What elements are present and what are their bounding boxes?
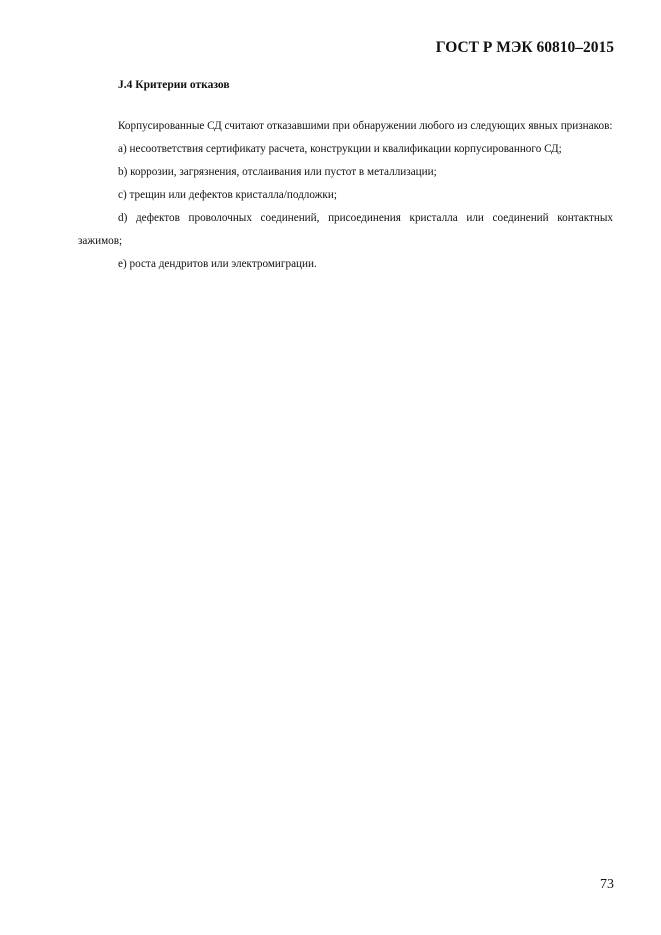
criterion-e: e) роста дендритов или электромиграции. [118,258,317,270]
criterion-c: c) трещин или дефектов кристалла/подложки; [118,189,337,201]
criterion-a: a) несоответствия сертификату расчета, конструкции и квалификации корпусированного СД; [118,143,562,155]
document-code: ГОСТ Р МЭК 60810–2015 [435,39,614,56]
criterion-d: d) дефектов проволочных соединений, присоединения кристалла или соединений контактных зажимов; [78,212,613,247]
criterion-b: b) коррозии, загрязнения, отслаивания или пустот в металлизации; [118,166,437,178]
intro-paragraph: Корпусированные СД считают отказавшими при обнаружении любого из следующих явных признаков: [118,120,613,132]
section-heading: J.4 Критерии отказов [118,79,230,91]
section-body [78,115,613,276]
page-number: 73 [600,877,614,892]
